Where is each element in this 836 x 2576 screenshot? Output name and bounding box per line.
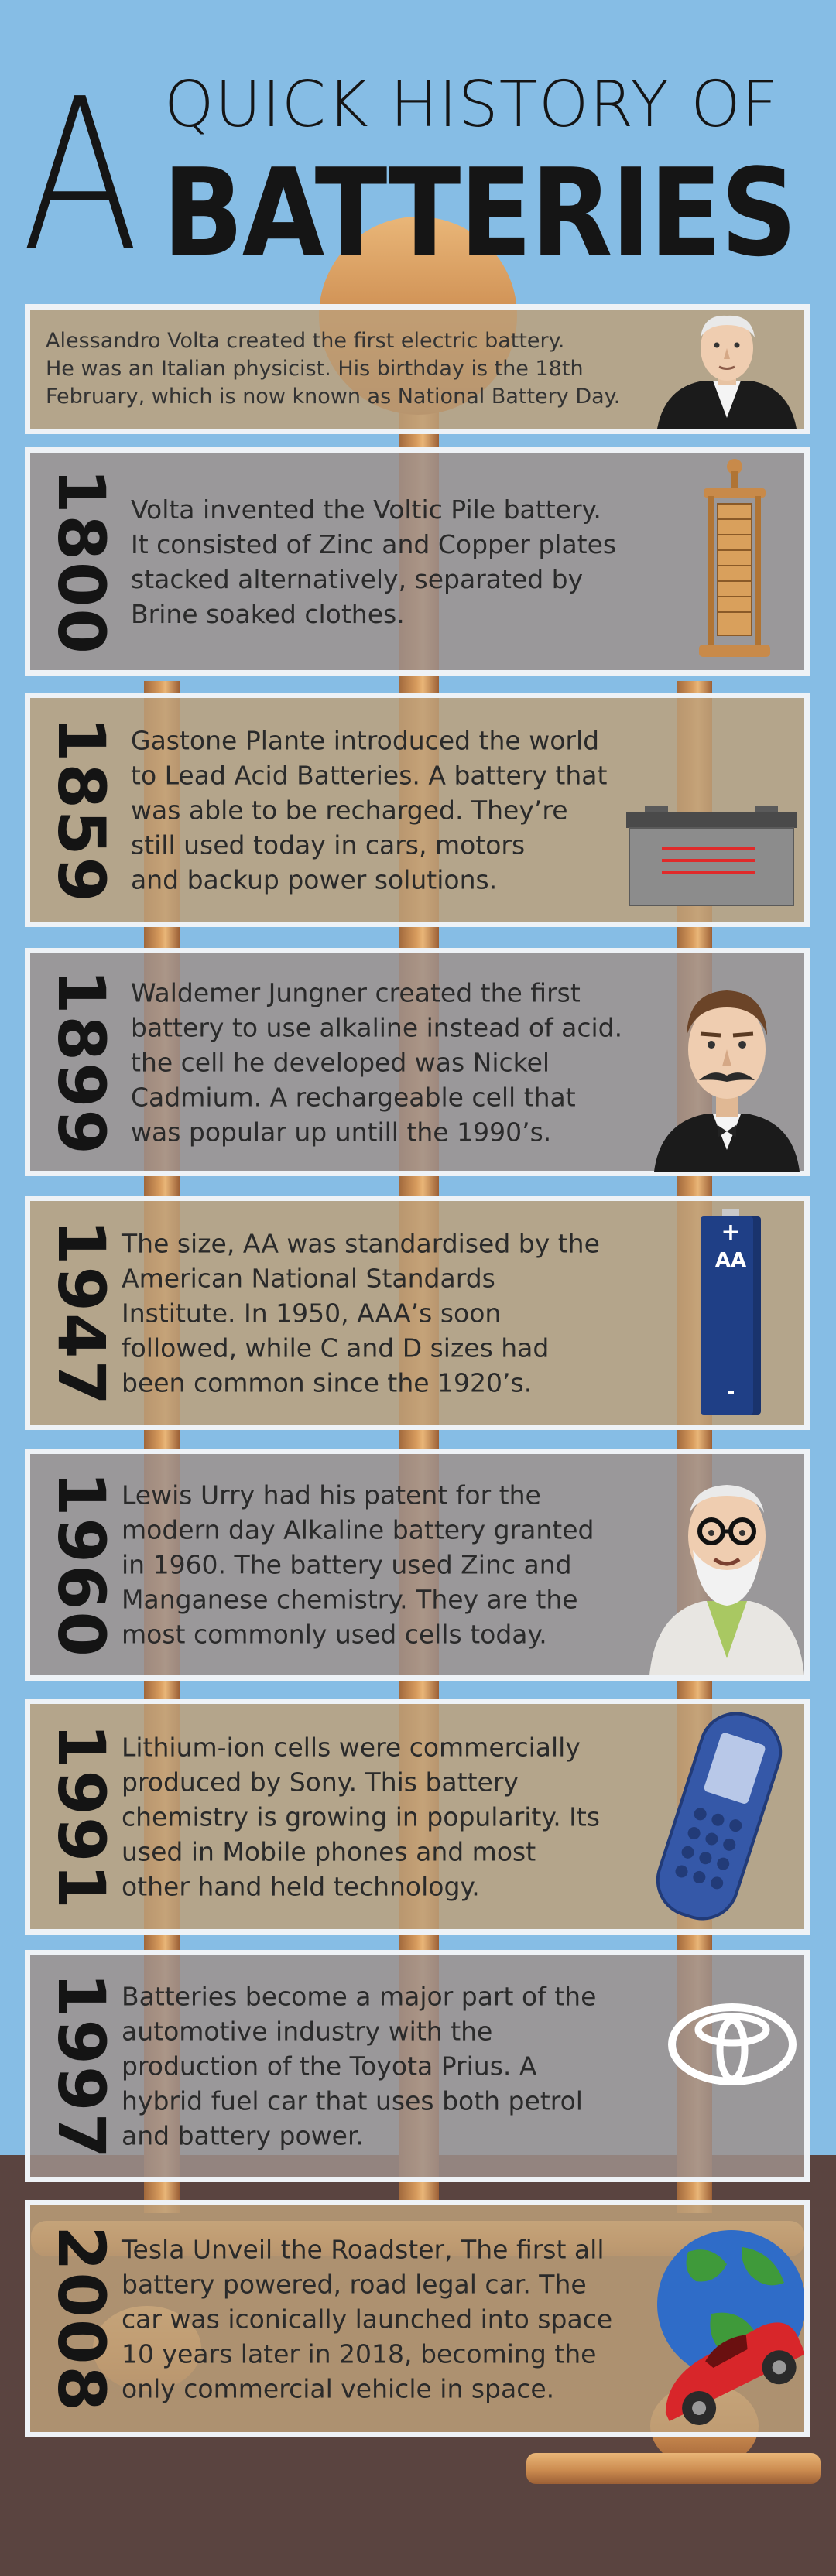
voltaic-pile-icon bbox=[696, 457, 773, 665]
intro-card bbox=[25, 304, 810, 434]
title-initial: A bbox=[22, 53, 139, 297]
timeline-year: 1800 bbox=[43, 467, 120, 655]
timeline-card-1997 bbox=[25, 1950, 810, 2182]
timeline-year: 1859 bbox=[43, 716, 120, 904]
timeline-text: Lithium-ion cells were commercially produced by Sony. This battery chemistry is growing in popularity. Its used in Mobile phones and most other hand held technology. bbox=[122, 1732, 601, 1901]
title-line-1: QUICK HISTORY OF bbox=[164, 68, 779, 142]
timeline-card-1947 bbox=[25, 1196, 810, 1430]
battery-minus-label: - bbox=[726, 1380, 735, 1404]
timeline-year: 1991 bbox=[43, 1722, 120, 1911]
timeline-text: Volta invented the Voltic Pile battery. It consisted of Zinc and Copper plates stacked alternatively, separated by Brine soaked clothes. bbox=[131, 494, 617, 629]
timeline-text: Tesla Unveil the Roadster, The first all battery powered, road legal car. The car was iconically launched into space 10 years later in 2018, becoming the only commercial vehicle in space. bbox=[122, 2234, 613, 2403]
timeline-year: 2008 bbox=[43, 2225, 120, 2413]
timeline-card-1859 bbox=[25, 693, 810, 927]
timeline-card-1899 bbox=[25, 948, 810, 1176]
timeline-text: The size, AA was standardised by the American National Standards Institute. In 1950, AAA’s soon followed, while C and D sizes had been common since the 1920’s. bbox=[122, 1228, 600, 1397]
volta-portrait-icon bbox=[649, 310, 804, 429]
timeline-text: Waldemer Jungner created the first battery to use alkaline instead of acid. the cell he developed was Nickel Cadmium. A rechargeable cell that was popular up untill the 1990’s. bbox=[131, 977, 623, 1147]
pile-plank-decoration bbox=[526, 2453, 821, 2484]
timeline-card-1991 bbox=[25, 1699, 810, 1935]
battery-plus-label: + bbox=[721, 1219, 741, 1246]
aa-battery-icon bbox=[701, 1209, 761, 1415]
lead-acid-battery-icon bbox=[626, 806, 797, 907]
timeline-card-1800 bbox=[25, 447, 810, 676]
roadster-earth-icon bbox=[642, 2221, 804, 2430]
mobile-phone-icon bbox=[642, 1704, 797, 1928]
timeline-text: Gastone Plante introduced the world to Lead Acid Batteries. A battery that was able to be recharged. They’re still used today in cars, motors and backup power solutions. bbox=[131, 725, 608, 895]
toyota-logo-icon bbox=[666, 2002, 798, 2087]
timeline-year: 1899 bbox=[43, 968, 120, 1156]
timeline-text: Batteries become a major part of the automotive industry with the production of the Toyota Prius. A hybrid fuel car that uses both petrol and battery power. bbox=[122, 1981, 597, 2151]
timeline-year: 1947 bbox=[43, 1219, 120, 1407]
jungner-portrait-icon bbox=[649, 972, 804, 1172]
urry-portrait-icon bbox=[649, 1465, 804, 1675]
title-line-2: BATTERIES bbox=[163, 142, 797, 283]
timeline-text: Lewis Urry had his patent for the modern day Alkaline battery granted in 1960. The battery used Zinc and Manganese chemistry. They are the most commonly used cells today. bbox=[122, 1480, 594, 1650]
timeline-card-1960 bbox=[25, 1449, 810, 1681]
timeline-year: 1997 bbox=[43, 1972, 120, 2160]
timeline-year: 1960 bbox=[43, 1471, 120, 1658]
battery-size-label: AA bbox=[714, 1249, 747, 1272]
intro-text: Alessandro Volta created the first electric battery. He was an Italian physicist. His birthday is the 18th February, which is now known as National Battery Day. bbox=[46, 329, 621, 409]
timeline-card-2008 bbox=[25, 2200, 810, 2437]
